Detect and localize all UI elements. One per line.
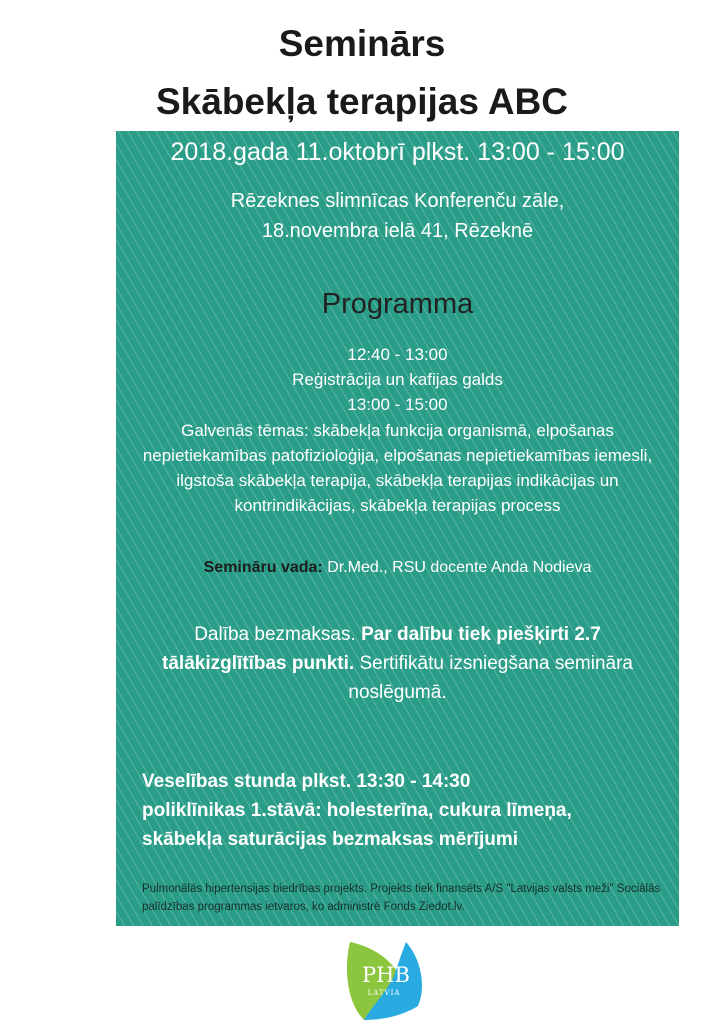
program-slot1-text: Reģistrācija un kafijas galds: [292, 370, 503, 389]
seminar-leader-label: Semināru vada:: [203, 559, 323, 576]
seminar-leader: [116, 557, 679, 579]
fee-credits-text: Par dalību tiek piešķirti 2.7 tālākizglītības punkti.: [162, 624, 601, 674]
event-venue: [116, 186, 679, 246]
event-date-time: 2018.gada 11.oktobrī plkst. 13:00 - 15:00: [170, 138, 625, 166]
page-title-line1: Seminārs: [278, 23, 446, 64]
page-title-line2: Skābekļa terapijas ABC: [156, 81, 568, 122]
health-hour: [142, 767, 662, 854]
info-panel: [116, 131, 679, 926]
project-footnote: Pulmonālās hipertensijas biedrības projekts. Projekts tiek finansēts A/S "Latvijas valsts meži" Sociālās palīdzības programmas ietvaros, ko administrē Fonds Ziedot.lv.: [142, 883, 661, 913]
logo-text: PHB: [362, 963, 410, 987]
health-hour-line1: Veselības stunda plkst. 13:30 - 14:30: [142, 771, 471, 792]
venue-line1: Rēzeknes slimnīcas Konferenču zāle,: [230, 190, 565, 212]
fee-free-text: Dalība bezmaksas.: [194, 624, 362, 645]
phb-logo: [342, 936, 426, 1024]
program-slot2-topics: Galvenās tēmas: skābekļa funkcija organismā, elpošanas nepietiekamības patofizioloģija, elpošanas nepietiekamības iemesli, ilgstoša skābekļa terapija, skābekļa terapijas indikācijas un kontrindikācijas, skābekļa terapijas process: [142, 421, 653, 515]
fee-certificate-text: Sertifikātu izsniegšana semināra noslēgumā.: [348, 653, 633, 703]
health-hour-line3: skābekļa saturācijas bezmaksas mērījumi: [142, 829, 519, 850]
logo-subtext: LATVIA: [367, 989, 401, 997]
health-hour-line2: poliklīnikas 1.stāvā: holesterīna, cukura līmeņa,: [142, 800, 572, 821]
program-heading: Programma: [321, 288, 474, 320]
participation-info: [136, 620, 659, 707]
leaf-logo-icon: [342, 936, 426, 1024]
venue-line2: 18.novembra ielā 41, Rēzeknē: [261, 220, 534, 242]
program-slot1-time: 12:40 - 13:00: [347, 345, 448, 364]
program-slot2-time: 13:00 - 15:00: [347, 395, 448, 414]
seminar-leader-name: Dr.Med., RSU docente Anda Nodieva: [322, 559, 592, 576]
